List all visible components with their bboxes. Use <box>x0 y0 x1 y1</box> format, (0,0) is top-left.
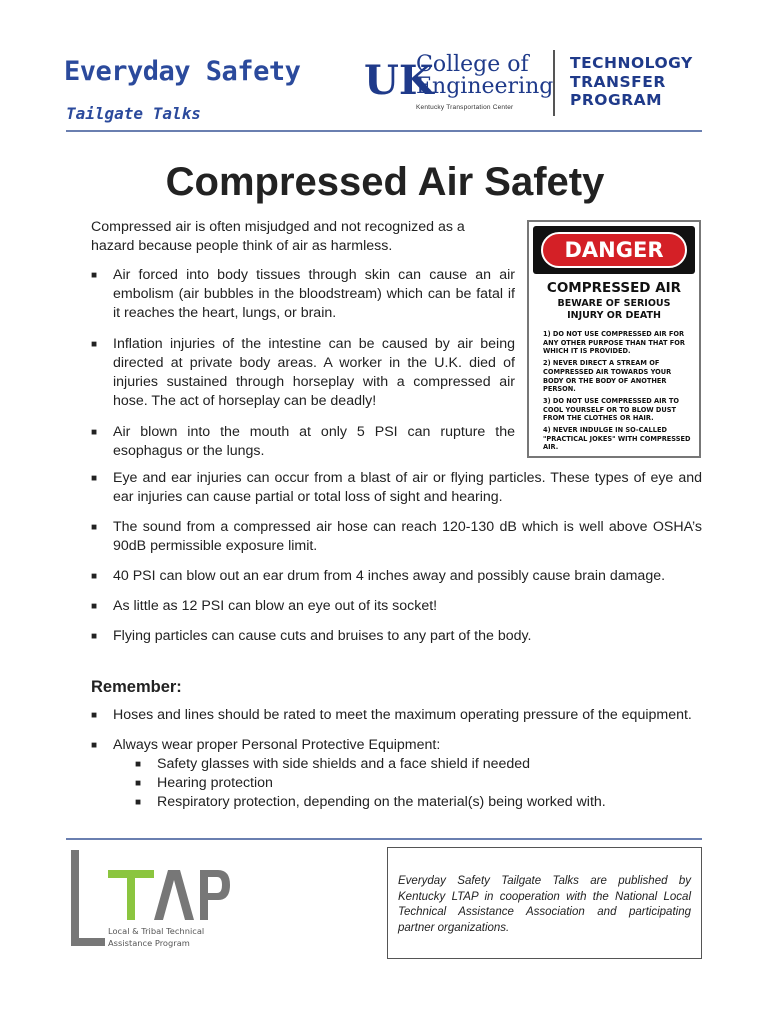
header-subtitle: Tailgate Talks <box>66 104 201 123</box>
college-of-engineering <box>416 54 553 98</box>
list-item-text: 40 PSI can blow out an ear drum from 4 inches away and possibly cause brain damage. <box>113 568 666 584</box>
sign-rule: 2) NEVER DIRECT A STREAM OF COMPRESSED AIR TOWARDS YOUR BODY OR THE BODY OF ANOTHER PERSON. <box>543 359 672 394</box>
intro-paragraph: Compressed air is often misjudged and not recognized as a hazard because people think of air as harmless. <box>91 219 465 254</box>
sign-rule: 3) DO NOT USE COMPRESSED AIR TO COOL YOURSELF OR TO BLOW DUST FROM THE CLOTHES OR HAIR. <box>543 396 680 423</box>
list-item-text: Eye and ear injuries can occur from a blast of air or flying particles. These types of eye and ear injuries can cause partial or total loss of sight and hearing. <box>113 470 702 505</box>
list-item-text: Air blown into the mouth at only 5 PSI can rupture the esophagus or the lungs. <box>113 424 515 459</box>
list-item: ■ Eye and ear injuries can occur from a blast of air or flying particles. These types of eye and ear injuries can cause partial or total loss of sight and hearing. <box>91 470 702 505</box>
remember-heading: Remember: <box>91 678 182 696</box>
page-title: Compressed Air Safety <box>165 160 605 204</box>
list-item-text: Inflation injuries of the intestine can be caused by air being directed at private body areas. A worker in the U.K. died of injuries sustained through horseplay with a compressed air hose. The act of horseplay can be deadly! <box>113 336 515 409</box>
sub-list-item-text: Safety glasses with side shields and a face shield if needed <box>157 756 531 772</box>
list-item: ■ Flying particles can cause cuts and bruises to any part of the body. <box>91 628 532 644</box>
bullet-list-narrow <box>91 266 515 472</box>
sign-heading: COMPRESSED AIR <box>546 280 682 296</box>
college-line2: Engineering <box>416 74 554 99</box>
publication-note: Everyday Safety Tailgate Talks are published by Kentucky LTAP in cooperation with the National Local Technical Assistance Association and participating partner organizations. <box>387 847 702 959</box>
sub-list-item-text: Hearing protection <box>157 775 273 791</box>
technology-transfer-program <box>570 54 693 110</box>
danger-band <box>533 226 695 274</box>
sub-list-item: ■ Respiratory protection, depending on the material(s) being worked with. <box>135 794 606 810</box>
sign-sub1: BEWARE OF SERIOUS <box>557 298 671 309</box>
sign-rule: 4) NEVER INDULGE IN SO-CALLED "PRACTICAL JOKES" WITH COMPRESSED AIR. <box>543 426 691 452</box>
bullet-list-wide <box>91 469 702 657</box>
college-line1: College of <box>416 52 529 77</box>
danger-sign <box>527 220 701 458</box>
list-item: ■ Air blown into the mouth at only 5 PSI can rupture the esophagus or the lungs. <box>91 424 515 459</box>
list-item: ■ 40 PSI can blow out an ear drum from 4 inches away and possibly cause brain damage. <box>91 568 666 584</box>
sign-sub2: INJURY OR DEATH <box>567 309 661 321</box>
header-title: Everyday Safety <box>64 56 301 87</box>
uk-logo-text: UK <box>364 57 434 104</box>
ttp-line1: TECHNOLOGY <box>570 54 693 72</box>
uk-logo-icon <box>362 56 434 104</box>
sub-list-item-text: Respiratory protection, depending on the material(s) being worked with. <box>157 794 606 810</box>
ltap-line1: Local & Tribal Technical <box>108 926 205 936</box>
list-item: ■ Air forced into body tissues through skin can cause an air embolism (air bubbles in the bloodstream) which can be fatal if it reaches the heart, lungs, or brain. <box>91 267 515 321</box>
top-rule <box>66 130 702 132</box>
list-item: ■ Hoses and lines should be rated to meet the maximum operating pressure of the equipment. <box>91 707 692 723</box>
list-item-text: The sound from a compressed air hose can reach 120-130 dB which is well above OSHA’s 90dB permissible exposure limit. <box>113 519 702 554</box>
danger-label: DANGER <box>541 232 687 268</box>
header-divider <box>553 50 555 116</box>
list-item-text: As little as 12 PSI can blow an eye out of its socket! <box>113 598 438 614</box>
sign-subheading <box>529 298 699 321</box>
ttp-line2: TRANSFER <box>570 72 666 91</box>
list-item-text: Air forced into body tissues through skin can cause an air embolism (air bubbles in the bloodstream) which can be fatal if it reaches the heart, lungs, or brain. <box>113 267 515 321</box>
list-item: ■ Inflation injuries of the intestine can be caused by air being directed at private body areas. A worker in the U.K. died of injuries sustained through horseplay with a compressed air hose. The act of horseplay can be deadly! <box>91 336 515 409</box>
ppe-sublist <box>113 755 702 812</box>
sign-rule: 1) DO NOT USE COMPRESSED AIR FOR ANY OTHER PURPOSE THAN THAT FOR WHICH IT IS PROVIDED. <box>543 330 685 356</box>
sub-list-item: ■ Hearing protection <box>135 775 273 791</box>
list-item: ■ The sound from a compressed air hose can reach 120-130 dB which is well above OSHA’s 90dB permissible exposure limit. <box>91 519 702 554</box>
ltap-line2: Assistance Program <box>108 938 190 948</box>
ltap-letters: LTAP <box>68 848 71 849</box>
list-item-text: Flying particles can cause cuts and bruises to any part of the body. <box>113 628 532 644</box>
sign-rules <box>543 330 693 455</box>
ltap-logo-icon <box>68 848 238 958</box>
list-item-text: Always wear proper Personal Protective Equipment: <box>113 737 441 753</box>
remember-list <box>91 706 702 823</box>
ttp-line3: PROGRAM <box>570 91 663 109</box>
list-item: ■ Always wear proper Personal Protective Equipment: ■ Safety glasses with side shields and a face shield if needed ■ Hearing protection ■ Respiratory protection, depending on the material(s) being worked with. <box>91 736 702 812</box>
bottom-rule <box>66 838 702 840</box>
list-item-text: Hoses and lines should be rated to meet the maximum operating pressure of the equipment. <box>113 707 692 723</box>
college-small-text: Kentucky Transportation Center <box>416 104 514 111</box>
sub-list-item: ■ Safety glasses with side shields and a face shield if needed <box>135 756 531 772</box>
list-item: ■ As little as 12 PSI can blow an eye out of its socket! <box>91 598 438 614</box>
